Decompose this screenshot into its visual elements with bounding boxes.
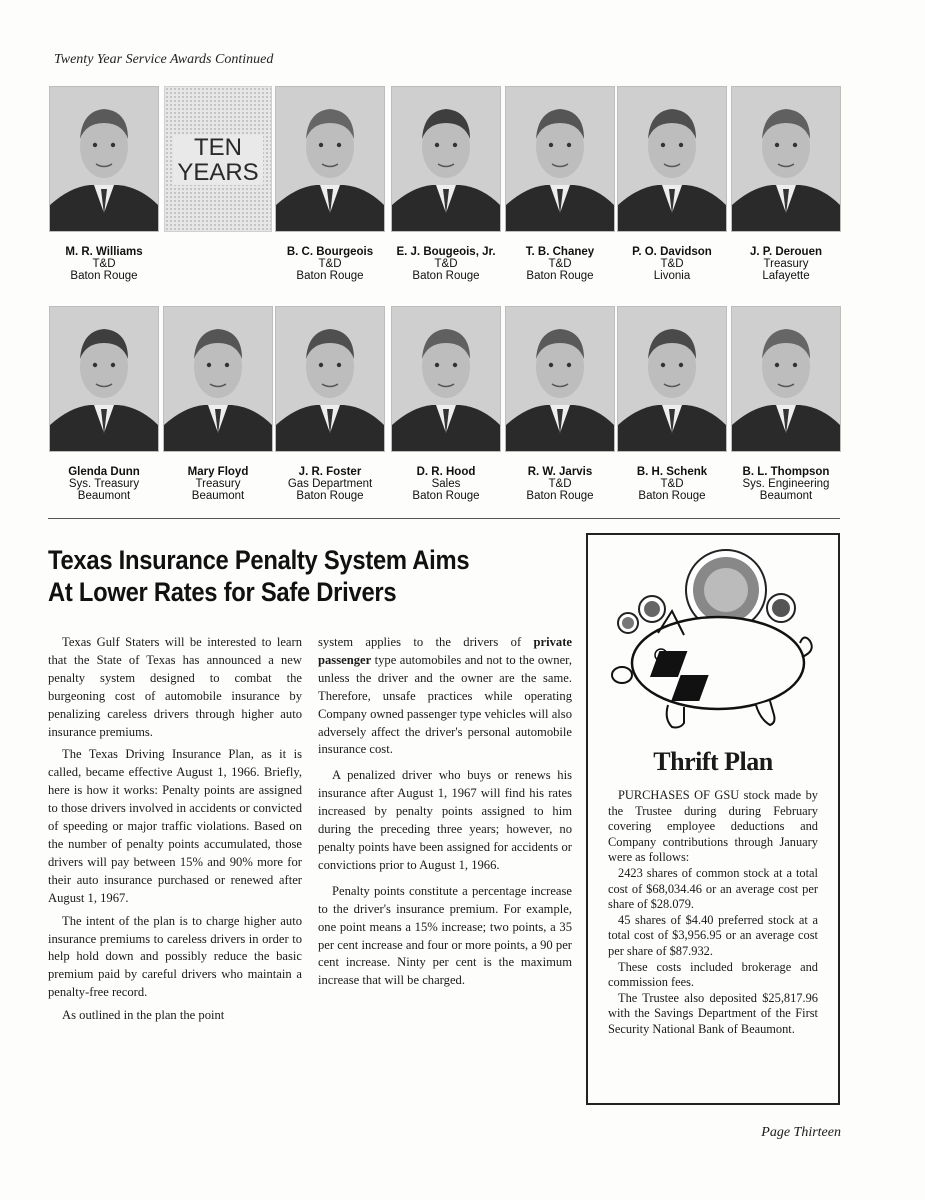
person-name: Glenda Dunn [68, 466, 140, 478]
person-department: T&D [660, 258, 684, 270]
portrait-photo [391, 86, 501, 232]
emphasis-text: private passenger [318, 635, 572, 667]
portrait-photo [275, 306, 385, 452]
person-location: Lafayette [762, 270, 810, 282]
piggy-bank-illustration [606, 545, 822, 745]
person-location: Baton Rouge [526, 490, 594, 502]
person-department: Sys. Engineering [742, 478, 830, 490]
person-name: J. R. Foster [298, 466, 362, 478]
portrait-photo [617, 306, 727, 452]
person-department: T&D [92, 258, 116, 270]
person-caption [730, 466, 842, 502]
person-name: B. H. Schenk [636, 466, 708, 478]
portrait-photo [505, 86, 615, 232]
ten-years-label: TEN YEARS [173, 135, 263, 185]
person-department: T&D [318, 258, 342, 270]
person-department: Gas Department [287, 478, 373, 490]
person-card [504, 86, 616, 282]
thrift-plan-box [586, 533, 840, 1105]
person-location: Beaumont [759, 490, 813, 502]
person-caption [48, 466, 160, 502]
person-location: Baton Rouge [638, 490, 706, 502]
person-card [390, 86, 502, 282]
portrait-photo [617, 86, 727, 232]
person-card [48, 86, 160, 282]
person-card [48, 306, 160, 502]
paragraph: PURCHASES OF GSU stock made by the Trustee during during February covering employee deductions and Company contributions through January were as follows: [608, 788, 818, 865]
person-department: T&D [660, 478, 684, 490]
person-caption [616, 466, 728, 502]
paragraph: The intent of the plan is to charge higher auto insurance premiums to careless drivers in order to help hold down and possibly reduce the basic premium paid by careful drivers who maintain a penalty-free record. [48, 913, 302, 1000]
person-card [390, 306, 502, 502]
page-number: Page Thirteen [761, 1125, 841, 1140]
person-department: Sales [431, 478, 461, 490]
person-caption [274, 246, 386, 282]
person-card [504, 306, 616, 502]
person-name: B. C. Bourgeois [286, 246, 374, 258]
paragraph: A penalized driver who buys or renews his insurance after August 1, 1967 will find his rates increased by penalty points assigned to him during the preceding three years; however, no penalty points have been assigned for accidents or convictions prior to August 1, 1966. [318, 768, 572, 872]
paragraph-text: type automobiles and not to the owner, unless the driver and the owner are the same. Therefore, unsafe practices while operating Company owned passenger type vehicles will also adversely affect the driver's personal automobile insurance cost. [318, 652, 572, 757]
list-item: 2423 shares of common stock at a total cost of $68,034.46 or an average cost per share of $28.079. [608, 865, 818, 912]
portrait-photo [49, 86, 159, 232]
person-location: Beaumont [77, 490, 131, 502]
person-card [616, 306, 728, 502]
person-location: Baton Rouge [296, 490, 364, 502]
person-caption [730, 246, 842, 282]
headline-line-2: At Lower Rates for Safe Drivers [48, 577, 397, 607]
paragraph: Penalty points constitute a percentage increase to the driver's insurance premium. For example, one point means a 15% increase; two points, a 35 per cent increase and four or more points, a 90 per cent increase. Ninty per cent is the maximum increase that will be charged. [318, 883, 572, 988]
person-department: T&D [434, 258, 458, 270]
person-caption [504, 466, 616, 502]
person-department: T&D [548, 478, 572, 490]
portrait-photo [49, 306, 159, 452]
paragraph: As outlined in the plan the point [62, 1008, 225, 1023]
portrait-photo [731, 86, 841, 232]
paragraph-text: system applies to the drivers of [318, 635, 522, 649]
person-location: Livonia [653, 270, 691, 282]
person-card [730, 86, 842, 282]
person-location: Baton Rouge [412, 490, 480, 502]
headline-line-1: Texas Insurance Penalty System Aims [48, 545, 470, 575]
person-name: R. W. Jarvis [527, 466, 593, 478]
person-department: T&D [548, 258, 572, 270]
person-name: T. B. Chaney [525, 246, 595, 258]
thrift-plan-title: Thrift Plan [653, 747, 773, 776]
list-item: 45 shares of $4.40 preferred stock at a total cost of $3,956.95 or an average cost per share of $87.932. [608, 912, 818, 958]
page-header: Twenty Year Service Awards Continued [54, 52, 274, 67]
person-department: Sys. Treasury [68, 478, 140, 490]
person-caption [616, 246, 728, 282]
paragraph: Texas Gulf Staters will be interested to learn that the State of Texas has announced a new penalty system designed to combat the burgeoning cost of automobile insurance by penalizing careless drivers through higher auto insurance premiums. [48, 635, 302, 739]
person-caption [162, 466, 274, 502]
person-card [616, 86, 728, 282]
section-divider [48, 518, 840, 519]
person-card [274, 306, 386, 502]
person-caption [390, 466, 502, 502]
ten-years-panel [164, 86, 272, 232]
portrait-photo [505, 306, 615, 452]
piggy-bank-icon [606, 545, 822, 740]
person-name: B. L. Thompson [742, 466, 830, 478]
paragraph: The Trustee also deposited $25,817.96 with the Savings Department of the First Security National Bank of Beaumont. [608, 990, 818, 1036]
person-location: Baton Rouge [412, 270, 480, 282]
portrait-photo [731, 306, 841, 452]
person-name: M. R. Williams [65, 246, 143, 258]
person-location: Baton Rouge [526, 270, 594, 282]
person-caption [390, 246, 502, 282]
person-location: Baton Rouge [70, 270, 138, 282]
person-caption [48, 246, 160, 282]
person-caption [274, 466, 386, 502]
person-location: Beaumont [191, 490, 245, 502]
person-card [162, 306, 274, 502]
person-department: Treasury [195, 478, 241, 490]
thrift-plan-text [608, 788, 818, 1038]
person-department: Treasury [763, 258, 809, 270]
paragraph: These costs included brokerage and commission fees. [608, 959, 818, 990]
person-name: E. J. Bougeois, Jr. [396, 246, 496, 258]
person-caption [504, 246, 616, 282]
person-name: P. O. Davidson [632, 246, 712, 258]
portrait-photo [275, 86, 385, 232]
paragraph [318, 634, 572, 759]
portrait-photo [163, 306, 273, 452]
paragraph: The Texas Driving Insurance Plan, as it is called, became effective August 1, 1966. Briefly, here is how it works: Penalty points are assigned to those drivers involved in accidents or convicted of speeding or major traffic violations. Based on the number of penalty points accumulated, those drivers will pay between 15% and 90% more for their auto insurance purchased or renewed after August 1, 1967. [48, 747, 302, 905]
person-name: J. P. Derouen [749, 246, 822, 258]
article-headline [48, 544, 506, 608]
person-card [730, 306, 842, 502]
person-location: Baton Rouge [296, 270, 364, 282]
person-card [162, 86, 274, 246]
person-name: D. R. Hood [416, 466, 476, 478]
article-column-2 [318, 634, 572, 995]
article-column-1 [48, 634, 302, 1030]
person-name: Mary Floyd [187, 466, 249, 478]
person-card [274, 86, 386, 282]
portrait-photo [391, 306, 501, 452]
